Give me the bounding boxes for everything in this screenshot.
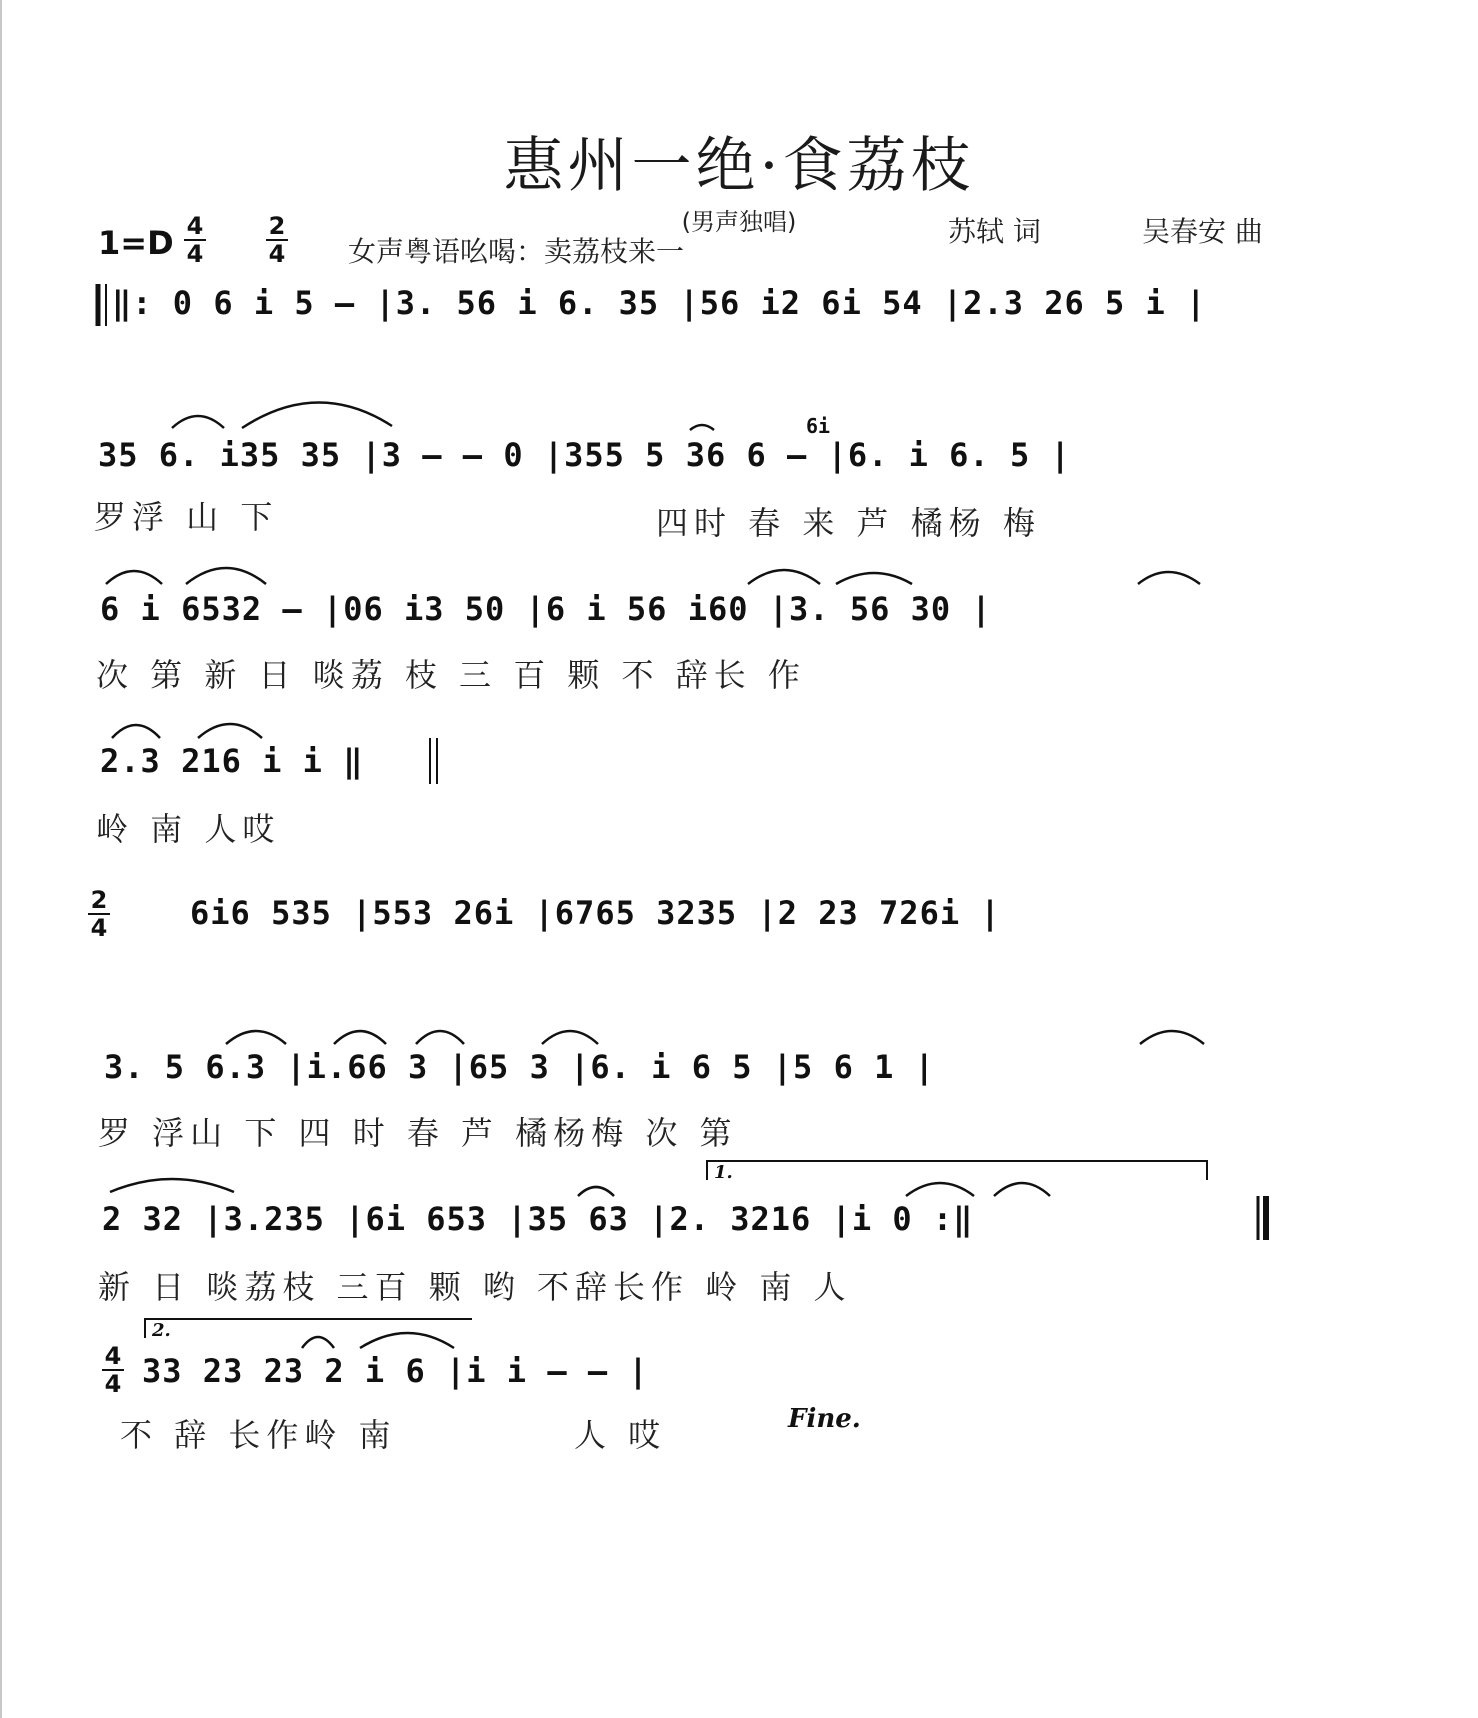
- key-signature: 1=D: [98, 224, 174, 262]
- slur: [172, 416, 224, 428]
- ts-top: 4: [104, 1342, 122, 1370]
- system-6-notes: 3. 5 6.3 |i.66 3 |65 3 |6. i 6 5 |5 6 1 |: [104, 1048, 935, 1086]
- slur: [836, 573, 912, 584]
- system-7-lyrics: 新 日 啖荔枝 三百 颗 哟 不辞长作 岭 南 人: [98, 1268, 852, 1306]
- slur: [110, 1179, 234, 1192]
- slur: [334, 1031, 386, 1044]
- ts-top: 4: [186, 212, 204, 240]
- slur: [542, 1031, 598, 1044]
- slur: [578, 1187, 614, 1196]
- slur: [106, 571, 162, 584]
- system-7-notes: 2 32 |3.235 |6i 653 |35 63 |2. 3216 |i 0 :‖: [102, 1200, 974, 1238]
- intro-call-text: 女声粤语吆喝：卖荔枝来一: [348, 235, 685, 268]
- grace-notes: 6i: [806, 414, 831, 438]
- system-3-lyrics: 次 第 新 日 啖荔 枝 三 百 颗 不 辞长 作: [96, 656, 806, 694]
- slur: [186, 568, 266, 584]
- system-3-notes: 6 i 6532 – |06 i3 50 |6 i 56 i60 |3. 56 30 |: [100, 590, 992, 628]
- ts-bottom: 4: [268, 240, 286, 268]
- system-8-notes: 33 23 23 2 i 6 |i i – – |: [142, 1352, 649, 1390]
- system-8-lyrics-a: 不 辞 长作岭 南: [120, 1416, 397, 1454]
- first-ending-bracket: [706, 1160, 1208, 1183]
- slur: [242, 402, 392, 428]
- system-1-notes: ‖: 0 6 i 5 – |3. 56 i 6. 35 |56 i2 6i 54 |2.3 26 5 i |: [112, 284, 1207, 322]
- subtitle: (男声独唱): [681, 208, 797, 236]
- time-signature-4-4: [102, 1344, 124, 1396]
- system-4-lyrics: 岭 南 人哎: [96, 810, 281, 848]
- ts-bottom: 4: [186, 240, 204, 268]
- system-2-notes: 35 6. i35 35 |3 – – 0 |355 5 36 6 – |6. i 6. 5 |: [98, 436, 1071, 474]
- system-5-notes: 6i6 535 |553 26i |6765 3235 |2 23 726i |: [190, 894, 1001, 932]
- system-2-lyrics-b: 四时 春 来 芦 橘杨 梅: [656, 504, 1041, 542]
- slur: [994, 1183, 1050, 1196]
- slur: [226, 1031, 286, 1044]
- slur: [1138, 572, 1200, 584]
- slur: [1140, 1031, 1204, 1044]
- lyricist-credit: 苏轼 词: [948, 215, 1041, 248]
- volta-number: 1.: [714, 1162, 733, 1183]
- slur: [302, 1337, 334, 1348]
- ts-bottom: 4: [104, 1370, 122, 1398]
- slur: [198, 724, 262, 738]
- slur: [690, 425, 714, 430]
- system-6-lyrics: 罗 浮山 下 四 时 春 芦 橘杨梅 次 第: [98, 1114, 738, 1152]
- slur: [906, 1183, 974, 1196]
- slur: [112, 725, 160, 738]
- ts-top: 2: [268, 212, 286, 240]
- system-2-lyrics-a: 罗浮 山 下: [94, 498, 279, 536]
- ts-bottom: 4: [90, 914, 108, 942]
- slur: [748, 570, 820, 584]
- volta-number: 2.: [152, 1320, 171, 1341]
- system-8-lyrics-b: 人 哎: [574, 1416, 667, 1454]
- ts-top: 2: [90, 886, 108, 914]
- system-4-notes: 2.3 216 i i ‖: [100, 742, 364, 780]
- time-signature-2-4: [88, 888, 110, 940]
- fine-marking: Fine.: [788, 1404, 861, 1434]
- composer-credit: 吴春安 曲: [1142, 215, 1263, 248]
- song-title: 惠州一绝·食荔枝: [503, 131, 975, 201]
- second-ending-bracket: [144, 1318, 472, 1341]
- slur: [416, 1031, 464, 1044]
